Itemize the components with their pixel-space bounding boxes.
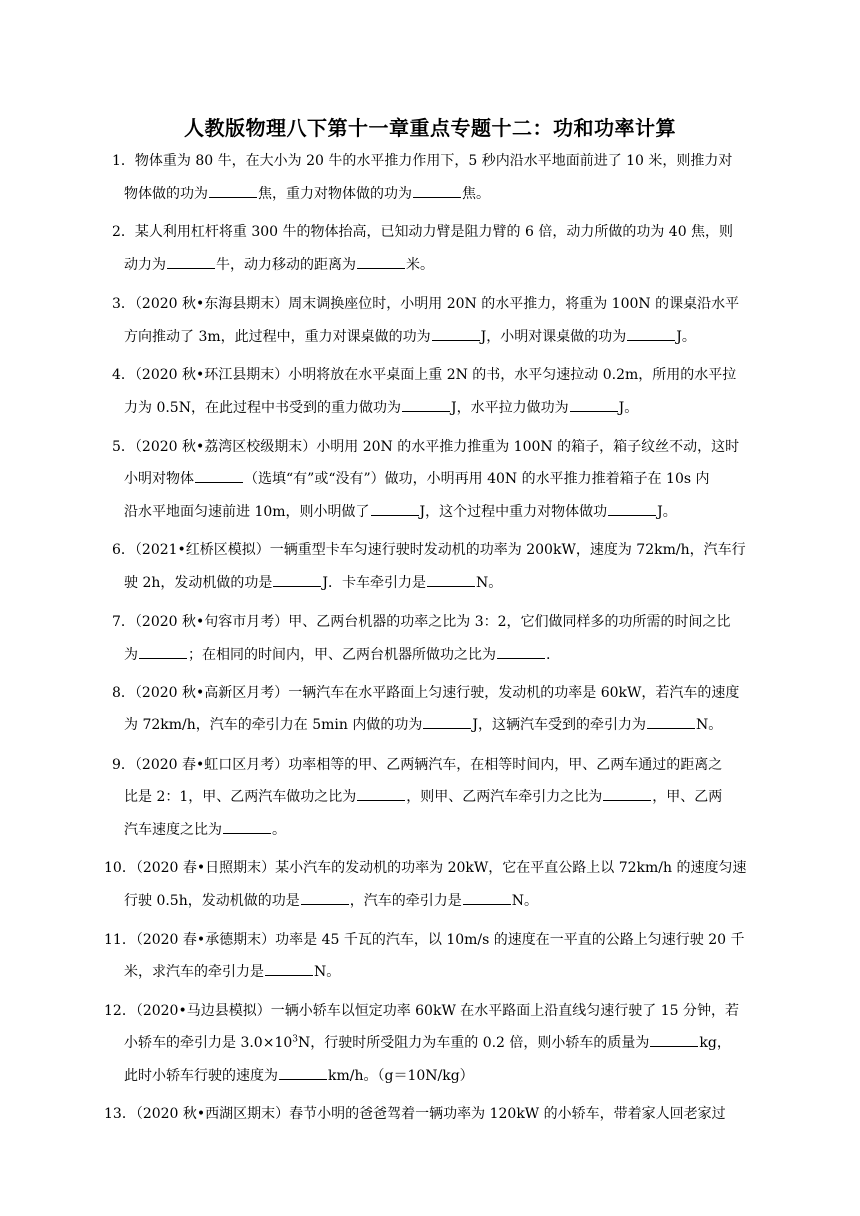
text-segment: 10．（2020 春•日照期末）某小汽车的发动机的功率为 20kW，它在平直公路上以 72km/h 的速度匀速: [104, 860, 747, 876]
text-segment: 为: [124, 647, 138, 663]
text-segment: N。: [476, 575, 503, 591]
answer-blank[interactable]: [265, 961, 313, 976]
question-line: [112, 682, 739, 702]
question-line: [124, 819, 286, 839]
text-segment: （选填“有”或“没有”）做功，小明再用 40N 的水平推力推着箱子在 10s 内: [244, 471, 710, 487]
text-segment: J，这辆汽车受到的牵引力为: [472, 717, 646, 733]
text-segment: J，小明对课桌做的功为: [480, 329, 627, 345]
answer-blank[interactable]: [357, 254, 405, 269]
question-line: [104, 857, 747, 877]
question-line: [124, 397, 638, 417]
text-segment: J。: [676, 329, 696, 345]
text-segment: 12．（2020•马边县模拟）一辆小轿车以恒定功率 60kW 在水平路面上沿直线匀速行驶了 15 分钟，若: [104, 1003, 740, 1019]
text-segment: 13．（2020 秋•西湖区期末）春节小明的爸爸驾着一辆功率为 120kW 的小轿车，带着家人回老家过: [104, 1106, 726, 1122]
question-line: [124, 468, 710, 488]
text-segment: 动力为: [124, 257, 166, 273]
document-title: 人教版物理八下第十一章重点专题十二：功和功率计算: [184, 116, 676, 140]
text-segment: N。: [695, 717, 723, 733]
question-line: [112, 293, 739, 313]
answer-blank[interactable]: [427, 572, 475, 587]
answer-blank[interactable]: [139, 644, 187, 659]
answer-blank[interactable]: [432, 326, 480, 341]
answer-blank[interactable]: [647, 714, 695, 729]
question-line: [112, 364, 736, 384]
text-segment: 为 72km/h，汽车的牵引力在 5min 内做的功为: [124, 717, 423, 733]
text-segment: 1．物体重为 80 牛，在大小为 20 牛的水平推力作用下，5 秒内沿水平地面前进了 10 米，则推力对: [112, 153, 733, 169]
question-line: [124, 326, 696, 346]
text-segment: J。: [657, 504, 677, 520]
answer-blank[interactable]: [167, 254, 215, 269]
question-line: [104, 929, 744, 949]
text-segment: 物体做的功为: [124, 186, 208, 202]
question-line: [124, 961, 340, 981]
text-segment: 汽车速度之比为: [124, 822, 222, 838]
question-line: [124, 890, 538, 910]
question-line: [112, 150, 732, 170]
question-line: [124, 572, 502, 592]
text-segment: J，这个过程中重力对物体做功: [419, 504, 608, 520]
text-segment: 焦。: [462, 186, 490, 202]
text-segment: 方向推动了 3m，此过程中，重力对课桌做的功为: [124, 329, 431, 345]
text-segment: km/h。（g＝10N/kg）: [328, 1068, 474, 1084]
text-segment: N。: [511, 893, 538, 909]
question-line: [112, 754, 722, 774]
answer-blank[interactable]: [195, 468, 243, 483]
text-segment: 行驶 0.5h，发动机做的功是: [124, 893, 300, 909]
text-segment: 8．（2020 秋•高新区月考）一辆汽车在水平路面上匀速行驶，发动机的功率是 60kW，若汽车的速度: [112, 685, 740, 701]
answer-blank[interactable]: [279, 1065, 327, 1080]
question-line: [124, 501, 677, 521]
text-segment: 7．（2020 秋•句容市月考）甲、乙两台机器的功率之比为 3：2，它们做同样多的功所需的时间之比: [112, 614, 731, 630]
answer-blank[interactable]: [650, 1032, 698, 1047]
question-line: [124, 1065, 474, 1085]
question-line: [124, 644, 550, 664]
text-segment: 驶 2h，发动机做的功是: [124, 575, 273, 591]
text-segment: 米，求汽车的牵引力是: [124, 964, 264, 980]
question-line: [112, 221, 733, 241]
text-segment: N。: [314, 964, 341, 980]
text-segment: 小轿车的牵引力是 3.0×10: [124, 1035, 293, 1051]
text-segment: 4．（2020 秋•环江县期末）小明将放在水平桌面上重 2N 的书，水平匀速拉动 0.2m，所用的水平拉: [112, 367, 737, 383]
text-segment: 6．（2021•红桥区模拟）一辆重型卡车匀速行驶时发动机的功率为 200kW，速度为 72km/h，汽车行: [112, 542, 746, 558]
answer-blank[interactable]: [273, 572, 321, 587]
question-line: [124, 1032, 731, 1052]
question-line: [112, 436, 739, 456]
answer-blank[interactable]: [463, 890, 511, 905]
answer-blank[interactable]: [371, 501, 419, 516]
answer-blank[interactable]: [357, 786, 405, 801]
text-segment: J．卡车牵引力是: [322, 575, 426, 591]
question-line: [124, 183, 490, 203]
text-segment: 牛，动力移动的距离为: [216, 257, 356, 273]
text-segment: 2．某人利用杠杆将重 300 牛的物体抬高，已知动力臂是阻力臂的 6 倍，动力所做的功为 40 焦，则: [112, 224, 734, 240]
text-segment: 3．（2020 秋•东海县期末）周末调换座位时，小明用 20N 的水平推力，将重为 100N 的课桌沿水平: [112, 296, 740, 312]
answer-blank[interactable]: [497, 644, 545, 659]
answer-blank[interactable]: [402, 397, 450, 412]
question-line: [124, 786, 722, 806]
text-segment: 沿水平地面匀速前进 10m，则小明做了: [124, 504, 370, 520]
answer-blank[interactable]: [570, 397, 618, 412]
text-segment: J。: [618, 400, 639, 416]
text-segment: 11．（2020 春•承德期末）功率是 45 千瓦的汽车，以 10m/s 的速度在一平直的公路上匀速行驶 20 千: [104, 932, 745, 948]
question-line: [124, 254, 434, 274]
text-segment: 比是 2：1，甲、乙两汽车做功之比为: [124, 789, 357, 805]
text-segment: kg，: [699, 1035, 731, 1051]
answer-blank[interactable]: [223, 819, 271, 834]
text-segment: N，行驶时所受阻力为车重的 0.2 倍，则小轿车的质量为: [298, 1035, 650, 1051]
text-segment: 此时小轿车行驶的速度为: [124, 1068, 278, 1084]
answer-blank[interactable]: [608, 501, 656, 516]
answer-blank[interactable]: [627, 326, 675, 341]
text-segment: J，水平拉力做功为: [450, 400, 569, 416]
text-segment: 焦，重力对物体做的功为: [258, 186, 412, 202]
answer-blank[interactable]: [423, 714, 471, 729]
text-segment: .: [546, 647, 551, 663]
text-segment: 5．（2020 秋•荔湾区校级期末）小明用 20N 的水平推力推重为 100N 的箱子，箱子纹丝不动，这时: [112, 439, 740, 455]
question-line: [112, 539, 746, 559]
question-line: [104, 1103, 726, 1123]
question-line: [104, 1000, 739, 1020]
exponent: 3: [292, 1034, 298, 1045]
question-line: [112, 611, 731, 631]
answer-blank[interactable]: [301, 890, 349, 905]
text-segment: ，甲、乙两: [652, 789, 723, 805]
answer-blank[interactable]: [603, 786, 651, 801]
answer-blank[interactable]: [209, 183, 257, 198]
text-segment: ，则甲、乙两汽车牵引力之比为: [406, 789, 603, 805]
text-segment: 小明对物体: [124, 471, 194, 487]
text-segment: ，汽车的牵引力是: [349, 893, 462, 909]
text-segment: 。: [272, 822, 286, 838]
text-segment: 9．（2020 春•虹口区月考）功率相等的甲、乙两辆汽车，在相等时间内，甲、乙两车通过的距离之: [112, 757, 723, 773]
question-line: [124, 714, 722, 734]
answer-blank[interactable]: [413, 183, 461, 198]
text-segment: ；在相同的时间内，甲、乙两台机器所做功之比为: [188, 647, 496, 663]
text-segment: 力为 0.5N，在此过程中书受到的重力做功为: [124, 400, 401, 416]
text-segment: 米。: [406, 257, 434, 273]
